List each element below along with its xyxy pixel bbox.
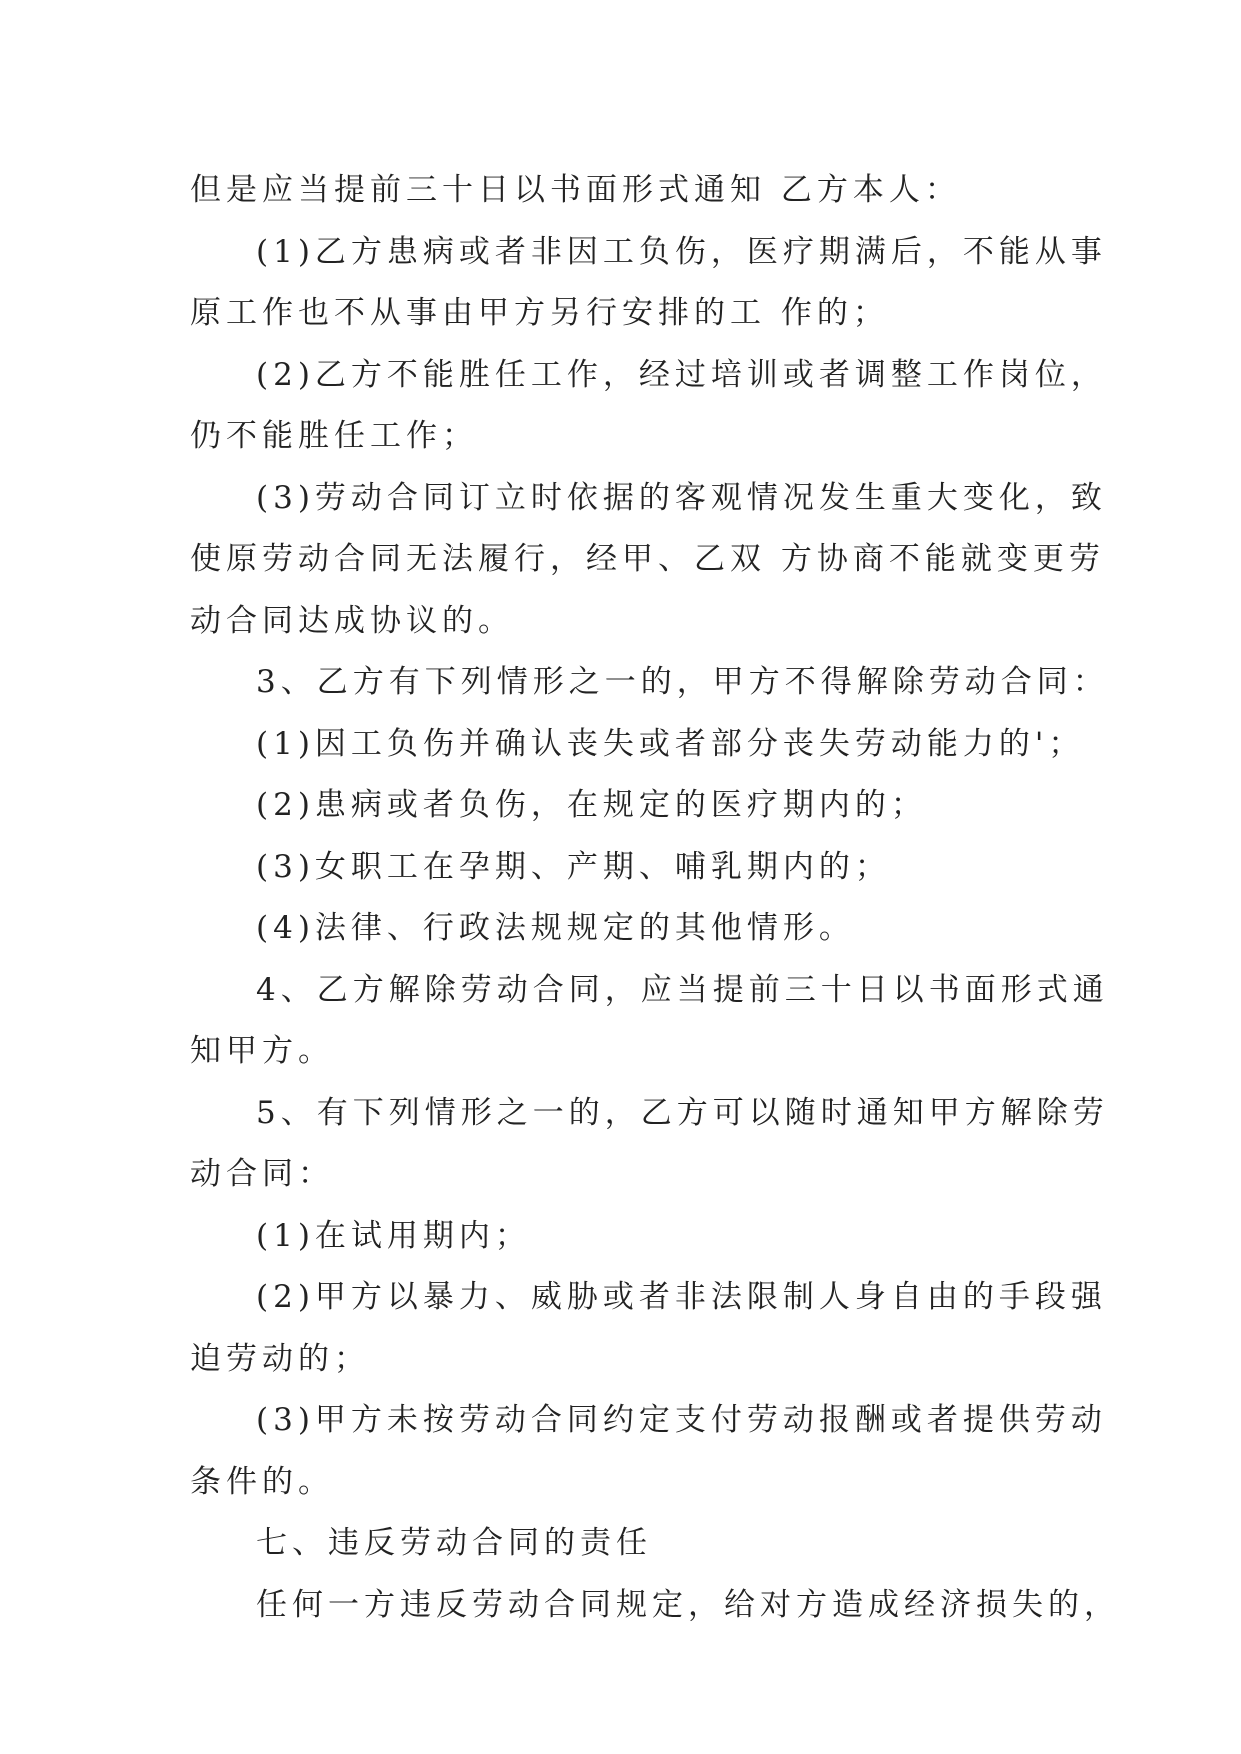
text-line: 但是应当提前三十日以书面形式通知 乙方本人：: [190, 172, 961, 208]
text-line: 仍不能胜任工作；: [190, 418, 478, 454]
text-line: (3)女职工在孕期、产期、哺乳期内的；: [256, 848, 891, 885]
text-line: (3)劳动合同订立时依据的客观情况发生重大变化，致: [256, 479, 1107, 516]
text-line: (1)因工负伤并确认丧失或者部分丧失劳动能力的'；: [256, 725, 1085, 762]
text-line: 使原劳动合同无法履行，经甲、乙双 方协商不能就变更劳: [190, 541, 1105, 577]
text-line: (1)乙方患病或者非因工负伤，医疗期满后，不能从事: [256, 233, 1107, 270]
text-line: 动合同：: [190, 1156, 334, 1192]
text-line: 知甲方。: [190, 1033, 334, 1069]
text-line: 3、乙方有下列情形之一的，甲方不得解除劳动合同：: [256, 664, 1109, 700]
text-line: (2)甲方以暴力、威胁或者非法限制人身自由的手段强: [256, 1279, 1107, 1315]
section-heading: 七、违反劳动合同的责任: [256, 1525, 652, 1561]
text-line: 任何一方违反劳动合同规定，给对方造成经济损失的，: [256, 1586, 1120, 1623]
document-body: [190, 160, 1120, 1636]
text-line: 原工作也不从事由甲方另行安排的工 作的；: [190, 295, 889, 331]
text-line: 动合同达成协议的。: [190, 602, 514, 639]
text-line: 5、有下列情形之一的，乙方可以随时通知甲方解除劳: [256, 1094, 1109, 1131]
text-line: (2)乙方不能胜任工作，经过培训或者调整工作岗位，: [256, 356, 1107, 393]
text-line: (2)患病或者负伤，在规定的医疗期内的；: [256, 787, 927, 823]
text-line: (1)在试用期内；: [256, 1217, 531, 1254]
text-line: 迫劳动的；: [190, 1340, 370, 1377]
text-line: 4、乙方解除劳动合同，应当提前三十日以书面形式通: [256, 971, 1109, 1008]
text-line: 条件的。: [190, 1463, 334, 1500]
text-line: (4)法律、行政法规规定的其他情形。: [256, 910, 855, 946]
text-line: (3)甲方未按劳动合同约定支付劳动报酬或者提供劳动: [256, 1402, 1107, 1438]
